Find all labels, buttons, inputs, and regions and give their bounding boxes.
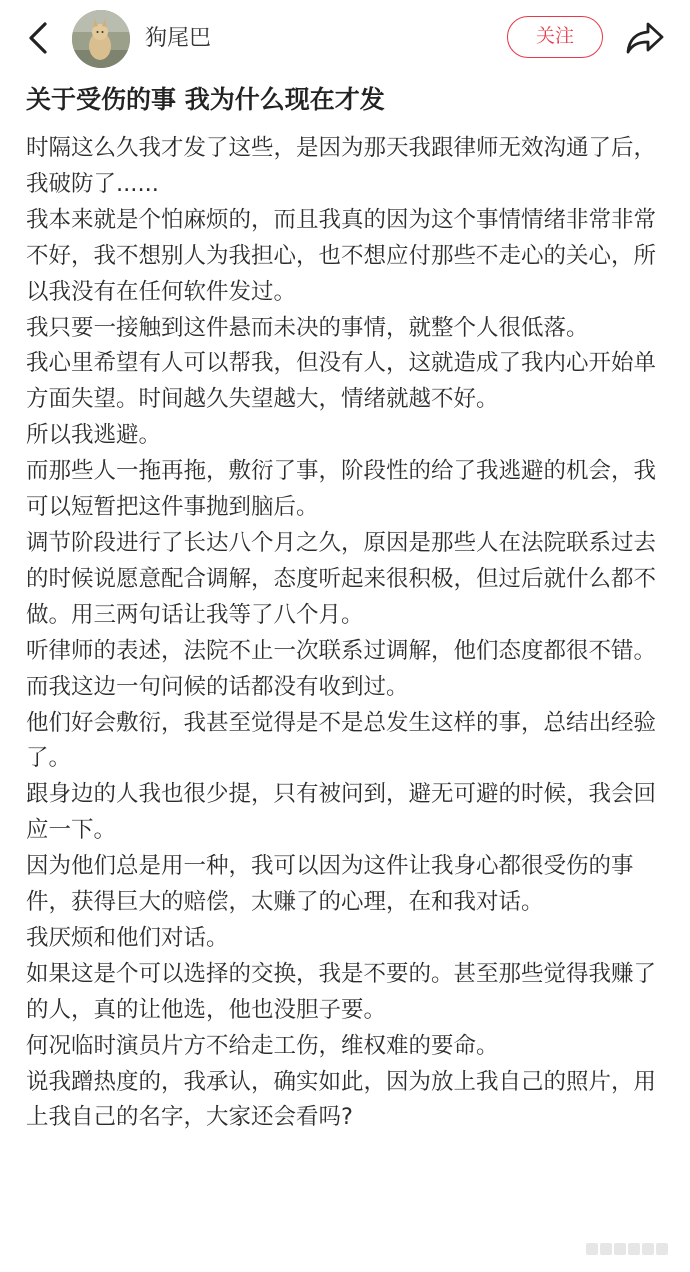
post-paragraph: 我心里希望有人可以帮我，但没有人，这就造成了我内心开始单方面失望。时间越久失望越大，情绪就越不好。	[26, 350, 657, 413]
watermark	[586, 1240, 676, 1258]
post-paragraph: 说我蹭热度的，我承认，确实如此，因为放上我自己的照片，用上我自己的名字，大家还会看吗?	[26, 1068, 657, 1131]
share-button[interactable]	[624, 18, 666, 58]
post-paragraph: 而那些人一拖再拖，敷衍了事，阶段性的给了我逃避的机会，我可以短暂把这件事抛到脑后。	[26, 458, 657, 521]
share-arrow-icon	[624, 18, 666, 58]
post-paragraph: 如果这是个可以选择的交换，我是不要的。甚至那些觉得我赚了的人，真的让他选，他也没胆子要。	[26, 960, 657, 1023]
post-paragraph: 我厌烦和他们对话。	[26, 924, 229, 951]
dog-photo-icon	[72, 10, 130, 68]
author-avatar[interactable]	[72, 10, 130, 68]
post-paragraph: 时隔这么久我才发了这些，是因为那天我跟律师无效沟通了后，我破防了......	[26, 135, 657, 197]
watermark-glyph	[586, 1243, 598, 1255]
follow-button[interactable]: 关注	[507, 16, 603, 58]
author-name[interactable]: 狗尾巴	[145, 26, 212, 51]
post-paragraph: 因为他们总是用一种，我可以因为这件让我身心都很受伤的事件，获得巨大的赔偿，太赚了的心理，在和我对话。	[26, 853, 634, 916]
chevron-left-icon	[20, 18, 60, 58]
post-title: 关于受伤的事 我为什么现在才发	[26, 85, 385, 114]
post-paragraph: 他们好会敷衍，我甚至觉得是不是总发生这样的事，总结出经验了。	[26, 709, 657, 772]
back-button[interactable]	[20, 18, 60, 58]
post-paragraph: 所以我逃避。	[26, 422, 162, 449]
watermark-glyph	[656, 1243, 668, 1255]
watermark-glyph	[628, 1243, 640, 1255]
post-paragraph: 我只要一接触到这件悬而未决的事情，就整个人很低落。	[26, 314, 589, 341]
post-paragraph: 调节阶段进行了长达八个月之久，原因是那些人在法院联系过去的时候说愿意配合调解，态度听起来很积极，但过后就什么都不做。用三两句话让我等了八个月。	[26, 529, 657, 628]
post-paragraph: 何况临时演员片方不给走工伤，维权难的要命。	[26, 1032, 499, 1059]
post-paragraph: 听律师的表述，法院不止一次联系过调解，他们态度都很不错。而我这边一句问候的话都没有收到过。	[26, 637, 657, 700]
post-content	[26, 131, 666, 1257]
top-bar	[0, 0, 690, 78]
post-paragraph: 我本来就是个怕麻烦的，而且我真的因为这个事情情绪非常非常不好，我不想别人为我担心，也不想应付那些不走心的关心，所以我没有在任何软件发过。	[26, 206, 657, 305]
watermark-glyph	[600, 1243, 612, 1255]
watermark-glyph	[614, 1243, 626, 1255]
watermark-glyph	[642, 1243, 654, 1255]
post-paragraph: 跟身边的人我也很少提，只有被问到，避无可避的时候，我会回应一下。	[26, 781, 657, 844]
